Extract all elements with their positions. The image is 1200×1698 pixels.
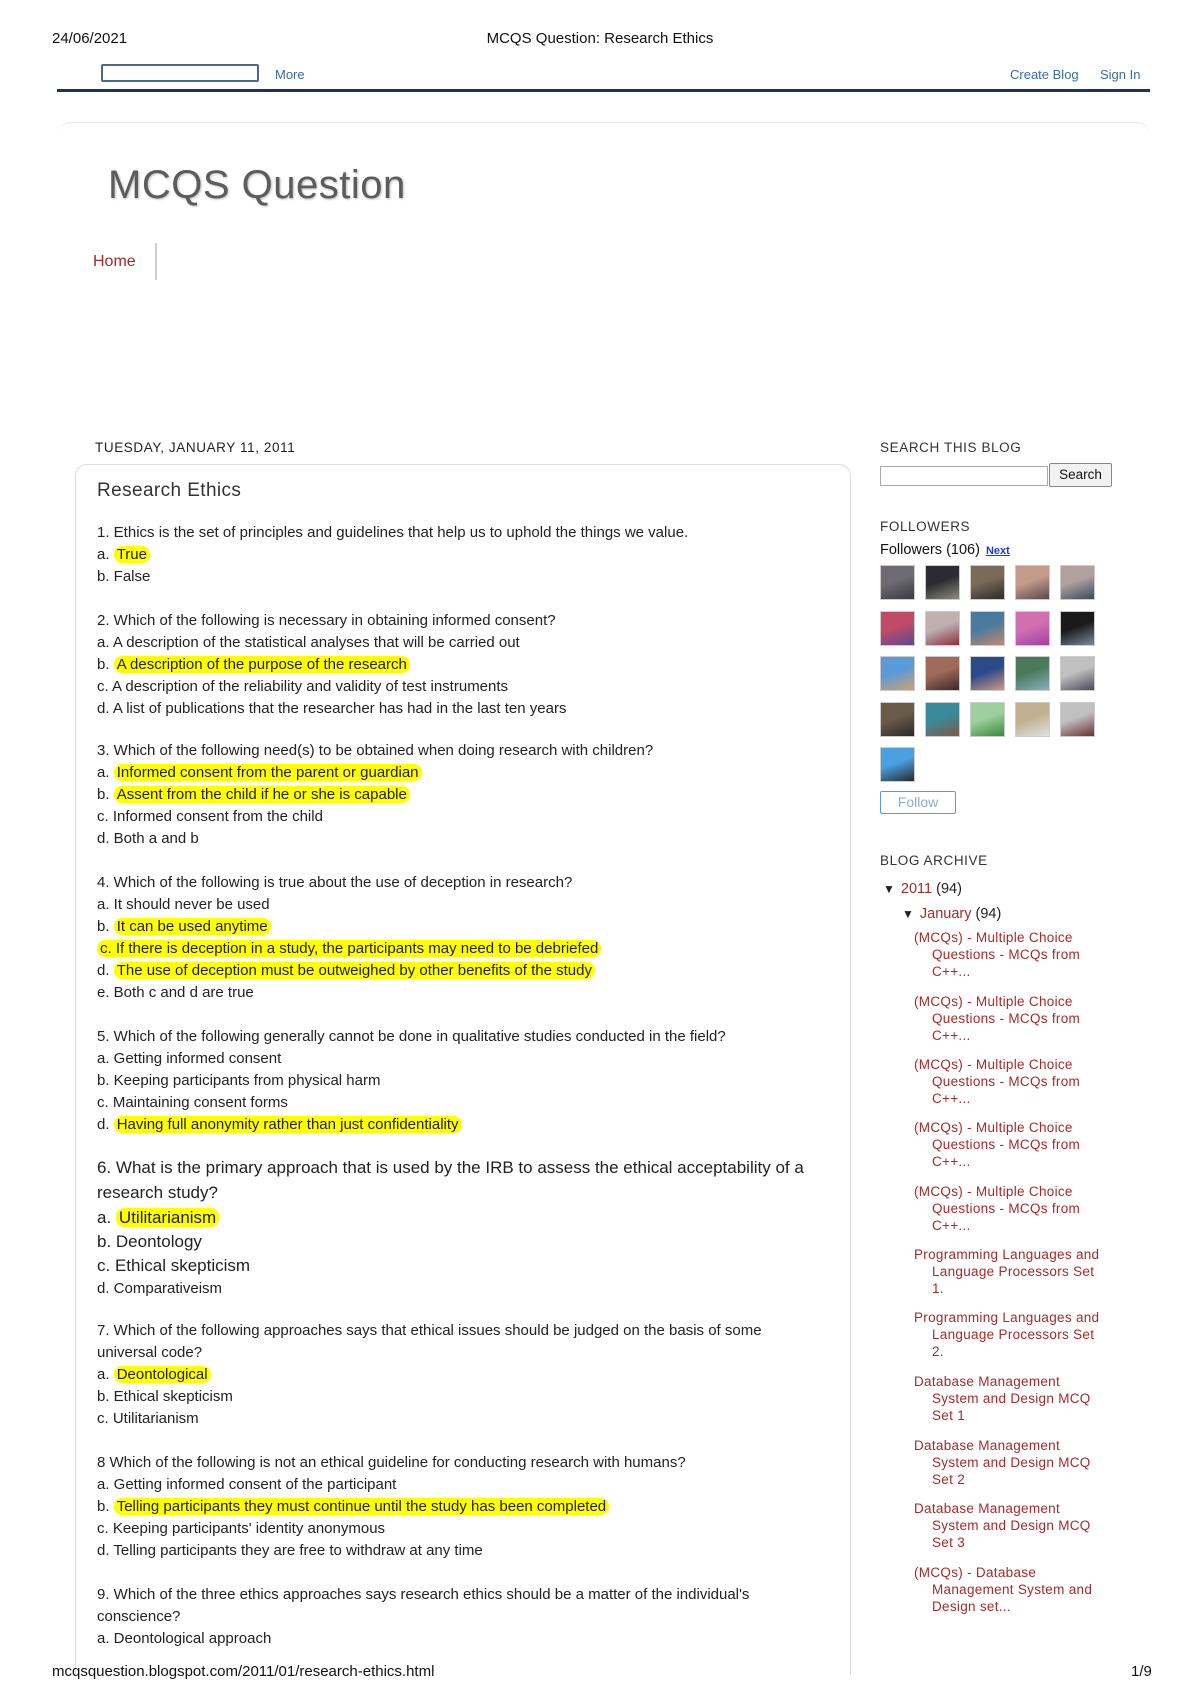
archive-post-link-line[interactable]: Database Management: [914, 1501, 1061, 1516]
archive-post-link[interactable]: [914, 929, 1124, 980]
follower-avatar[interactable]: [970, 611, 1005, 646]
question-line: [97, 1454, 686, 1471]
more-link[interactable]: More: [275, 67, 305, 82]
collapse-triangle-icon[interactable]: ▼: [902, 907, 914, 921]
archive-post-link-line[interactable]: C++...: [932, 1154, 971, 1169]
archive-year-label[interactable]: 2011: [900, 881, 933, 897]
highlighted-answer: [97, 940, 601, 957]
answer-prefix: b.: [97, 656, 110, 673]
line-text: conscience?: [97, 1608, 181, 1625]
question-line: [97, 1608, 180, 1625]
archive-post-link-line[interactable]: (MCQs) - Multiple Choice: [914, 1057, 1073, 1072]
archive-post-link-line[interactable]: Set 2: [932, 1472, 966, 1487]
line-text: 3. Which of the following need(s) to be obtained when doing research with children?: [97, 742, 654, 759]
archive-post-link[interactable]: [914, 1119, 1124, 1170]
archive-post-link-line[interactable]: C++...: [932, 1091, 971, 1106]
line-text: d. Comparativeism: [97, 1280, 223, 1297]
follower-avatar[interactable]: [880, 702, 915, 737]
follower-avatar[interactable]: [925, 702, 960, 737]
archive-post-link[interactable]: [914, 1437, 1124, 1488]
line-text: d. Both a and b: [97, 830, 199, 847]
archive-year-count: (94): [936, 881, 962, 897]
answer-prefix: b.: [97, 1498, 110, 1515]
answer-prefix: d.: [97, 962, 110, 979]
highlighted-answer: [97, 546, 150, 563]
archive-post-link[interactable]: [914, 1056, 1124, 1107]
answer-prefix: a.: [97, 546, 110, 563]
line-text: b. Ethical skepticism: [97, 1388, 233, 1405]
archive-post-link-line[interactable]: Programming Languages and: [914, 1310, 1100, 1325]
follower-avatar[interactable]: [1060, 565, 1095, 600]
question-line: [97, 1542, 483, 1559]
question-line: [97, 678, 508, 695]
highlighted-answer: [97, 1208, 219, 1228]
blog-search-input[interactable]: [880, 466, 1048, 486]
question-line: [97, 808, 323, 825]
archive-post-link-line[interactable]: System and Design MCQ: [932, 1391, 1091, 1406]
archive-post-link-line[interactable]: Language Processors Set: [932, 1264, 1095, 1279]
follower-avatar[interactable]: [880, 656, 915, 691]
question-line: [97, 568, 150, 585]
archive-post-link[interactable]: [914, 1246, 1124, 1297]
highlighted-answer: [97, 786, 410, 803]
line-text: a. Getting informed consent: [97, 1050, 282, 1067]
question-line: [97, 1280, 222, 1297]
archive-post-link-line[interactable]: Set 3: [932, 1535, 966, 1550]
create-blog-link[interactable]: Create Blog: [1010, 67, 1079, 82]
archive-post-link-line[interactable]: System and Design MCQ: [932, 1455, 1091, 1470]
archive-post-link-line[interactable]: C++...: [932, 1218, 971, 1233]
question-line: [97, 612, 556, 629]
question-line: [97, 830, 199, 847]
highlighted-answer: [97, 962, 595, 979]
archive-post-link-line[interactable]: (MCQs) - Multiple Choice: [914, 994, 1073, 1009]
line-text: d. A list of publications that the researcher has had in the last ten years: [97, 700, 567, 717]
question-line: [97, 1094, 288, 1111]
search-heading: SEARCH THIS BLOG: [880, 440, 1022, 455]
line-text: c. Utilitarianism: [97, 1410, 199, 1427]
archive-post-link[interactable]: [914, 1183, 1124, 1234]
archive-post-link-line[interactable]: Questions - MCQs from: [932, 1074, 1081, 1089]
post-title[interactable]: Research Ethics: [97, 480, 242, 501]
follower-avatar[interactable]: [1015, 702, 1050, 737]
archive-post-link-line[interactable]: Database Management: [914, 1438, 1061, 1453]
line-text: b. Keeping participants from physical harm: [97, 1072, 381, 1089]
line-text: a. Deontological approach: [97, 1630, 272, 1647]
question-line: [97, 742, 653, 759]
archive-year[interactable]: [883, 881, 962, 897]
archive-post-link-line[interactable]: 2.: [932, 1344, 944, 1359]
question-line: [97, 896, 270, 913]
follower-avatar[interactable]: [1060, 611, 1095, 646]
line-text: a. It should never be used: [97, 896, 270, 913]
follower-avatar[interactable]: [925, 565, 960, 600]
line-text: Assent from the child if he or she is capable: [114, 786, 410, 803]
question-line: [97, 524, 688, 541]
question-line: [97, 1072, 380, 1089]
follower-avatar[interactable]: [970, 565, 1005, 600]
print-title: MCQS Question: Research Ethics: [486, 30, 714, 47]
post-date-header: TUESDAY, JANUARY 11, 2011: [95, 440, 296, 455]
follower-avatar[interactable]: [925, 656, 960, 691]
line-text: A description of the purpose of the research: [114, 656, 410, 673]
line-text: 1. Ethics is the set of principles and guidelines that help us to uphold the things we value.: [97, 524, 689, 541]
line-text: Informed consent from the parent or guardian: [114, 764, 422, 781]
archive-month[interactable]: [902, 906, 1001, 922]
line-text: c. If there is deception in a study, the participants may need to be debriefed: [97, 940, 601, 957]
question-line: [97, 634, 520, 651]
question-line: [97, 700, 566, 717]
line-text: 2. Which of the following is necessary in obtaining informed consent?: [97, 612, 556, 629]
line-text: a. Getting informed consent of the participant: [97, 1476, 397, 1493]
navbar-search-input[interactable]: [101, 64, 259, 82]
line-text: Utilitarianism: [116, 1208, 219, 1227]
archive-post-link-line[interactable]: (MCQs) - Database: [914, 1565, 1037, 1580]
archive-post-link-line[interactable]: 1.: [932, 1281, 944, 1296]
archive-post-link-line[interactable]: Programming Languages and: [914, 1247, 1100, 1262]
question-line: [97, 984, 254, 1001]
line-text: c. Maintaining consent forms: [97, 1094, 288, 1111]
highlighted-answer: [97, 918, 271, 935]
line-text: 5. Which of the following generally cannot be done in qualitative studies conducted in the field?: [97, 1028, 726, 1045]
line-text: Having full anonymity rather than just confidentiality: [114, 1116, 462, 1133]
archive-post-link-line[interactable]: (MCQs) - Multiple Choice: [914, 1184, 1073, 1199]
answer-prefix: d.: [97, 1116, 110, 1133]
archive-post-link-line[interactable]: Database Management: [914, 1374, 1061, 1389]
archive-post-link-line[interactable]: Questions - MCQs from: [932, 1201, 1081, 1216]
print-footer-url: mcqsquestion.blogspot.com/2011/01/research-ethics.html: [52, 1663, 435, 1680]
question-line: [97, 1630, 271, 1647]
follower-avatar[interactable]: [880, 747, 915, 782]
line-text: 8 Which of the following is not an ethical guideline for conducting research with humans?: [97, 1454, 686, 1471]
line-text: c. Informed consent from the child: [97, 808, 323, 825]
follower-avatar[interactable]: [880, 611, 915, 646]
question-line: [97, 1183, 218, 1203]
line-text: 7. Which of the following approaches says that ethical issues should be judged on the basis of some: [97, 1322, 762, 1339]
follower-avatar[interactable]: [1015, 656, 1050, 691]
question-line: [97, 1476, 396, 1493]
line-text: True: [114, 546, 150, 563]
question-line: [97, 874, 572, 891]
content-card-edge: [57, 122, 1150, 153]
line-text: It can be used anytime: [114, 918, 271, 935]
archive-post-link[interactable]: [914, 1373, 1124, 1424]
question-line: [97, 1028, 726, 1045]
line-text: c. Keeping participants' identity anonymous: [97, 1520, 386, 1537]
question-line: [97, 1158, 804, 1178]
archive-post-link[interactable]: [914, 1564, 1124, 1615]
line-text: 9. Which of the three ethics approaches says research ethics should be a matter of the individual's: [97, 1586, 750, 1603]
follower-avatar[interactable]: [970, 702, 1005, 737]
archive-post-link-line[interactable]: C++...: [932, 1028, 971, 1043]
line-text: universal code?: [97, 1344, 203, 1361]
question-line: [97, 1410, 199, 1427]
highlighted-answer: [97, 1366, 211, 1383]
archive-post-link[interactable]: [914, 1500, 1124, 1551]
question-line: [97, 1232, 202, 1252]
navbar-divider: [57, 89, 1150, 92]
archive-post-link-line[interactable]: Questions - MCQs from: [932, 1137, 1081, 1152]
follower-avatar[interactable]: [880, 565, 915, 600]
question-line: [97, 1586, 749, 1603]
archive-post-link-line[interactable]: C++...: [932, 964, 971, 979]
line-text: a. A description of the statistical analyses that will be carried out: [97, 634, 520, 651]
collapse-triangle-icon[interactable]: ▼: [883, 882, 895, 896]
question-line: [97, 1344, 202, 1361]
archive-post-link[interactable]: [914, 993, 1124, 1044]
line-text: Deontological: [114, 1366, 211, 1383]
archive-month-label[interactable]: January: [919, 906, 972, 922]
followers-next-link[interactable]: Next: [985, 545, 1010, 557]
archive-post-link-line[interactable]: (MCQs) - Multiple Choice: [914, 1120, 1073, 1135]
print-date: 24/06/2021: [52, 30, 128, 47]
search-button[interactable]: Search: [1049, 463, 1112, 487]
line-text: e. Both c and d are true: [97, 984, 254, 1001]
archive-heading: BLOG ARCHIVE: [880, 853, 988, 868]
tab-home[interactable]: Home: [93, 253, 136, 270]
answer-prefix: b.: [97, 918, 110, 935]
highlighted-answer: [97, 656, 410, 673]
follower-avatar[interactable]: [925, 611, 960, 646]
line-text: b. False: [97, 568, 151, 585]
archive-post-link-line[interactable]: Set 1: [932, 1408, 966, 1423]
question-line: [97, 1050, 281, 1067]
blog-title[interactable]: MCQS Question: [108, 163, 406, 207]
question-line: [97, 1388, 233, 1405]
archive-post-link-line[interactable]: Questions - MCQs from: [932, 947, 1081, 962]
line-text: The use of deception must be outweighed by other benefits of the study: [114, 962, 595, 979]
follower-avatar[interactable]: [1060, 656, 1095, 691]
answer-prefix: a.: [97, 764, 110, 781]
followers-count: [880, 542, 1010, 558]
follower-avatar[interactable]: [1015, 565, 1050, 600]
archive-post-link-line[interactable]: System and Design MCQ: [932, 1518, 1091, 1533]
sign-in-link[interactable]: Sign In: [1100, 67, 1141, 82]
highlighted-answer: [97, 1116, 462, 1133]
highlighted-answer: [97, 764, 422, 781]
answer-prefix: a.: [97, 1208, 112, 1227]
print-page-number: 1/9: [1131, 1663, 1152, 1680]
archive-post-link-line[interactable]: Management System and: [932, 1582, 1093, 1597]
answer-prefix: b.: [97, 786, 110, 803]
highlighted-answer: [97, 1498, 609, 1515]
line-text: d. Telling participants they are free to withdraw at any time: [97, 1542, 483, 1559]
line-text: Telling participants they must continue until the study has been completed: [114, 1498, 609, 1515]
question-line: [97, 1256, 250, 1276]
archive-month-count: (94): [975, 906, 1002, 922]
answer-prefix: a.: [97, 1366, 110, 1383]
line-text: research study?: [97, 1183, 218, 1202]
archive-post-link-line[interactable]: Questions - MCQs from: [932, 1011, 1081, 1026]
followers-heading: FOLLOWERS: [880, 519, 971, 534]
line-text: c. A description of the reliability and validity of test instruments: [97, 678, 509, 695]
archive-post-link-line[interactable]: Design set...: [932, 1599, 1011, 1614]
archive-post-link-line[interactable]: (MCQs) - Multiple Choice: [914, 930, 1073, 945]
line-text: b. Deontology: [97, 1232, 202, 1251]
tab-divider: [155, 243, 157, 280]
follower-avatar[interactable]: [970, 656, 1005, 691]
line-text: 4. Which of the following is true about the use of deception in research?: [97, 874, 573, 891]
line-text: 6. What is the primary approach that is used by the IRB to assess the ethical acceptability of a: [97, 1158, 804, 1177]
line-text: c. Ethical skepticism: [97, 1256, 251, 1275]
question-line: [97, 1322, 762, 1339]
follower-avatar[interactable]: [1015, 611, 1050, 646]
follower-avatar[interactable]: [1060, 702, 1095, 737]
followers-label: Followers (106): [880, 542, 980, 558]
archive-post-link-line[interactable]: Language Processors Set: [932, 1327, 1095, 1342]
follow-button[interactable]: Follow: [880, 791, 956, 814]
archive-post-link[interactable]: [914, 1309, 1124, 1360]
question-line: [97, 1520, 385, 1537]
